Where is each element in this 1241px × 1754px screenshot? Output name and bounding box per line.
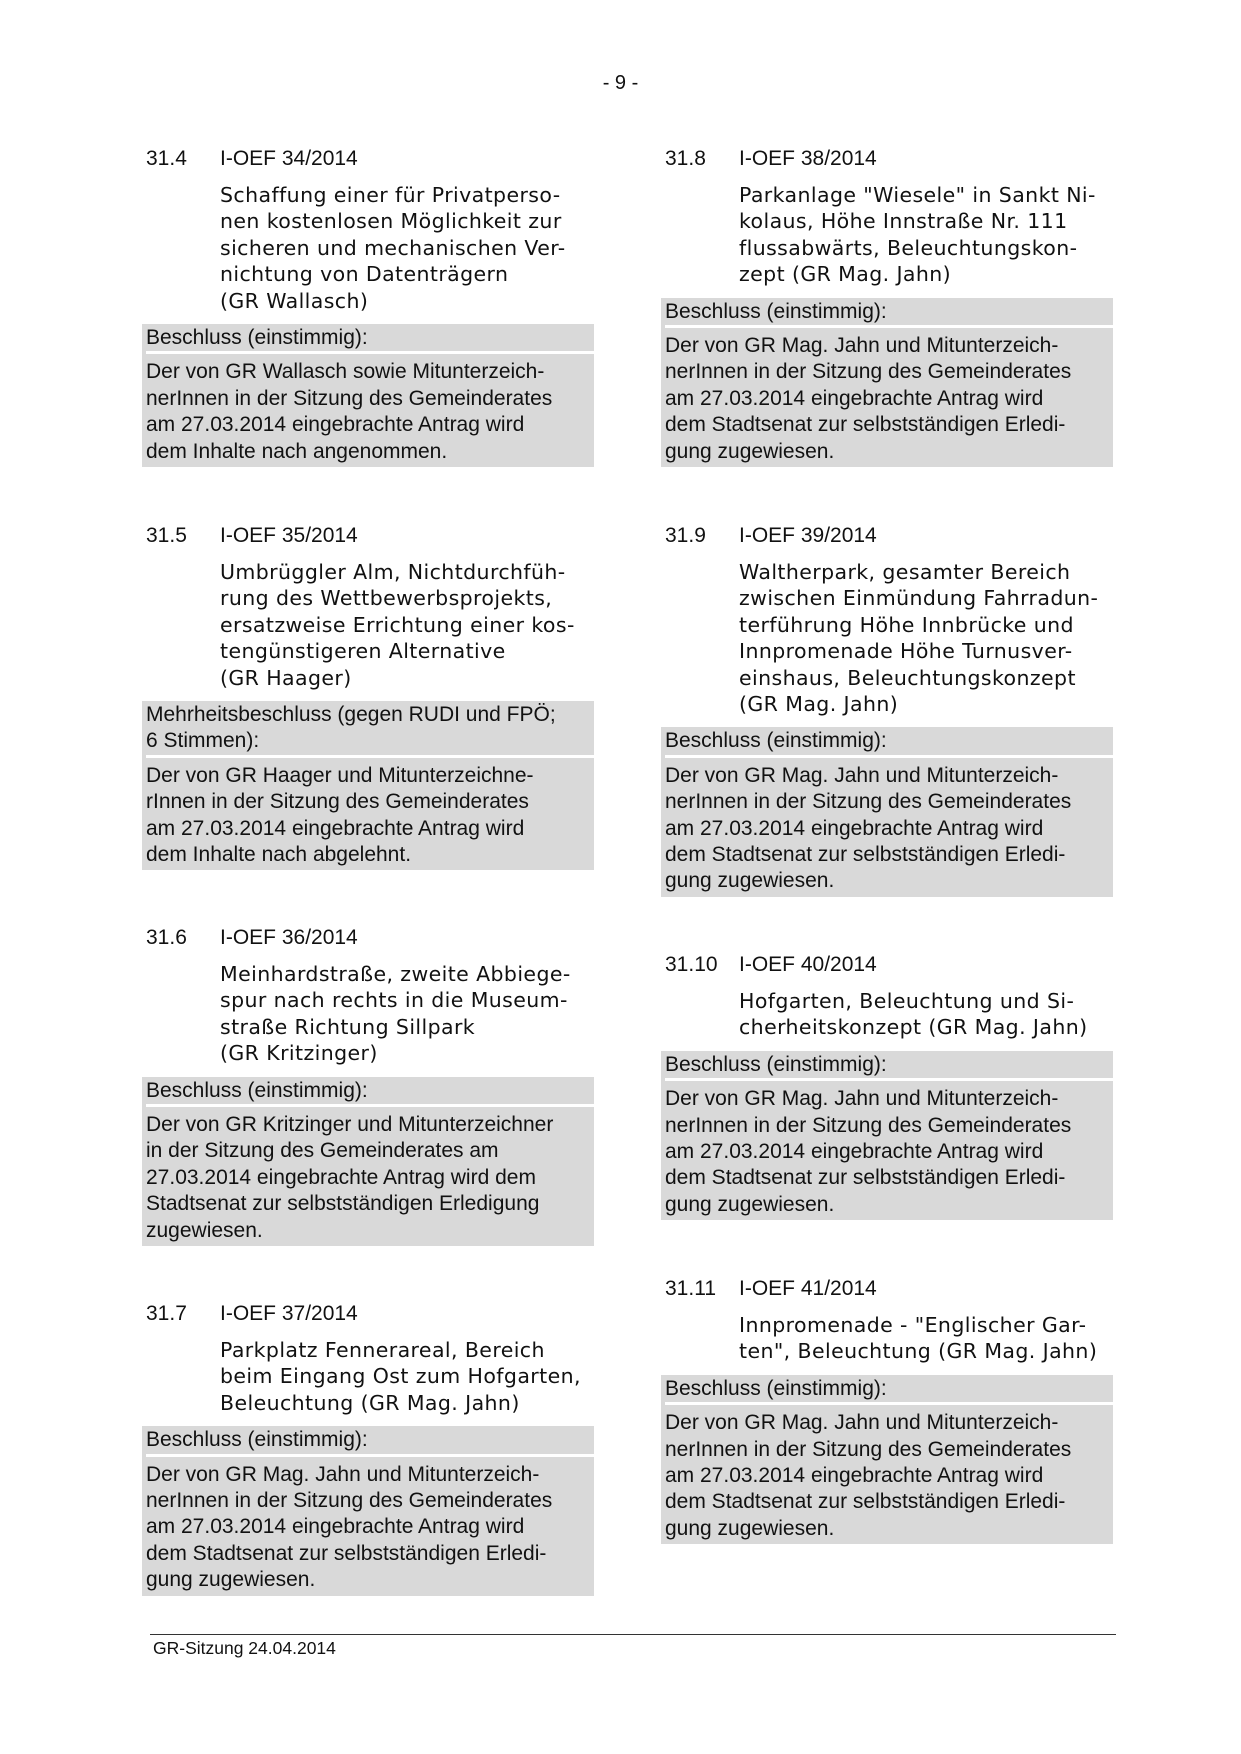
item-reference: I-OEF 36/2014 (220, 926, 358, 949)
decision-box (661, 1051, 1113, 1220)
decision-label: Beschluss (einstimmig): (665, 1375, 1113, 1405)
decision-text: Der von GR Mag. Jahn und Mitunterzeich- nerInnen in der Sitzung des Gemeinderates am 27.03.2014 eingebrachte Antrag wird dem Stadtsenat zur selbstständigen Erledi- gung zugewiesen. (665, 763, 1072, 893)
item-header (665, 523, 1117, 549)
decision-label: Beschluss (einstimmig): (665, 298, 1113, 328)
decision-label: Beschluss (einstimmig): (665, 1051, 1113, 1081)
agenda-item (665, 952, 1117, 1220)
item-header (665, 146, 1117, 172)
item-number: 31.6 (146, 926, 187, 949)
decision-text: Der von GR Mag. Jahn und Mitunterzeich- nerInnen in der Sitzung des Gemeinderates am 27.03.2014 eingebrachte Antrag wird dem Stadtsenat zur selbstständigen Erledi- gung zugewiesen. (665, 334, 1072, 463)
footer-divider (150, 1634, 1116, 1635)
agenda-item (146, 146, 598, 467)
item-title: Parkplatz Fennerareal, Bereich beim Eingang Ost zum Hofgarten, Beleuchtung (GR Mag. Jahn) (220, 1338, 581, 1415)
item-reference: I-OEF 37/2014 (220, 1302, 358, 1325)
decision-text: Der von GR Mag. Jahn und Mitunterzeich- nerInnen in der Sitzung des Gemeinderates am 27.03.2014 eingebrachte Antrag wird dem Stadtsenat zur selbstständigen Erledi- gung zugewiesen. (665, 1087, 1072, 1216)
agenda-item (146, 925, 598, 1246)
item-title: Meinhardstraße, zweite Abbiege- spur nach rechts in die Museum- straße Richtung Sillpark (GR Kritzinger) (220, 962, 571, 1066)
decision-text: Der von GR Mag. Jahn und Mitunterzeich- nerInnen in der Sitzung des Gemeinderates am 27.03.2014 eingebrachte Antrag wird dem Stadtsenat zur selbstständigen Erledi- gung zugewiesen. (665, 1411, 1072, 1540)
item-number: 31.4 (146, 147, 187, 170)
decision-box (661, 298, 1113, 467)
footer-text: GR-Sitzung 24.04.2014 (153, 1638, 336, 1658)
item-title: Parkanlage "Wiesele" in Sankt Ni- kolaus, Höhe Innstraße Nr. 111 flussabwärts, Beleuchtungskon- zept (GR Mag. Jahn) (739, 183, 1096, 287)
agenda-item (146, 523, 598, 870)
decision-box (142, 701, 594, 870)
item-number: 31.10 (665, 953, 718, 976)
item-number: 31.9 (665, 524, 706, 547)
item-title: Waltherpark, gesamter Bereich zwischen Einmündung Fahrradun- terführung Höhe Innbrücke und Innpromenade Höhe Turnusver- einshaus, Beleuchtungskonzept (GR Mag. Jahn) (739, 560, 1099, 717)
decision-label: Beschluss (einstimmig): (665, 727, 1113, 757)
item-number: 31.5 (146, 524, 187, 547)
item-number: 31.8 (665, 147, 706, 170)
item-reference: I-OEF 41/2014 (739, 1277, 877, 1300)
item-reference: I-OEF 38/2014 (739, 147, 877, 170)
decision-label: Beschluss (einstimmig): (146, 324, 594, 354)
item-title: Schaffung einer für Privatperso- nen kostenlosen Möglichkeit zur sicheren und mechanischen Ver- nichtung von Datenträgern (GR Wallasch) (220, 183, 566, 313)
decision-box (661, 1375, 1113, 1544)
decision-box (142, 324, 594, 467)
item-title: Hofgarten, Beleuchtung und Si- cherheitskonzept (GR Mag. Jahn) (739, 989, 1088, 1040)
decision-box (142, 1426, 594, 1595)
agenda-item (146, 1301, 598, 1596)
decision-text: Der von GR Haager und Mitunterzeichne- rInnen in der Sitzung des Gemeinderates am 27.03.2014 eingebrachte Antrag wird dem Inhalte nach abgelehnt. (146, 763, 534, 867)
decision-text: Der von GR Wallasch sowie Mitunterzeich- nerInnen in der Sitzung des Gemeinderates am 27.03.2014 eingebrachte Antrag wird dem Inhalte nach angenommen. (146, 360, 553, 463)
page-number: - 9 - (602, 72, 639, 94)
decision-text: Der von GR Kritzinger und Mitunterzeichner in der Sitzung des Gemeinderates am 27.03.2014 eingebrachte Antrag wird dem Stadtsenat zur selbstständigen Erledigung zugewiesen. (146, 1113, 554, 1242)
item-header (665, 1276, 1117, 1302)
item-title: Innpromenade - "Englischer Gar- ten", Beleuchtung (GR Mag. Jahn) (739, 1313, 1098, 1364)
item-number: 31.11 (665, 1277, 716, 1300)
item-title: Umbrüggler Alm, Nichtdurchfüh- rung des Wettbewerbsprojekts, ersatzweise Errichtung einer kos- tengünstigeren Alternative (GR Haager) (220, 560, 575, 690)
decision-label: Beschluss (einstimmig): (146, 1077, 594, 1107)
agenda-item (665, 1276, 1117, 1544)
item-reference: I-OEF 40/2014 (739, 953, 877, 976)
agenda-item (665, 146, 1117, 467)
item-header (665, 952, 1117, 978)
decision-box (142, 1077, 594, 1246)
item-reference: I-OEF 35/2014 (220, 524, 358, 547)
item-number: 31.7 (146, 1302, 187, 1325)
item-header (146, 146, 598, 172)
item-reference: I-OEF 39/2014 (739, 524, 877, 547)
decision-text: Der von GR Mag. Jahn und Mitunterzeich- nerInnen in der Sitzung des Gemeinderates am 27.03.2014 eingebrachte Antrag wird dem Stadtsenat zur selbstständigen Erledi- gung zugewiesen. (146, 1462, 553, 1592)
agenda-item (665, 523, 1117, 897)
decision-box (661, 727, 1113, 896)
item-header (146, 925, 598, 951)
decision-label: Mehrheitsbeschluss (gegen RUDI und FPÖ; 6 Stimmen): (146, 701, 594, 758)
item-reference: I-OEF 34/2014 (220, 147, 358, 170)
decision-label: Beschluss (einstimmig): (146, 1426, 594, 1456)
item-header (146, 1301, 598, 1327)
item-header (146, 523, 598, 549)
